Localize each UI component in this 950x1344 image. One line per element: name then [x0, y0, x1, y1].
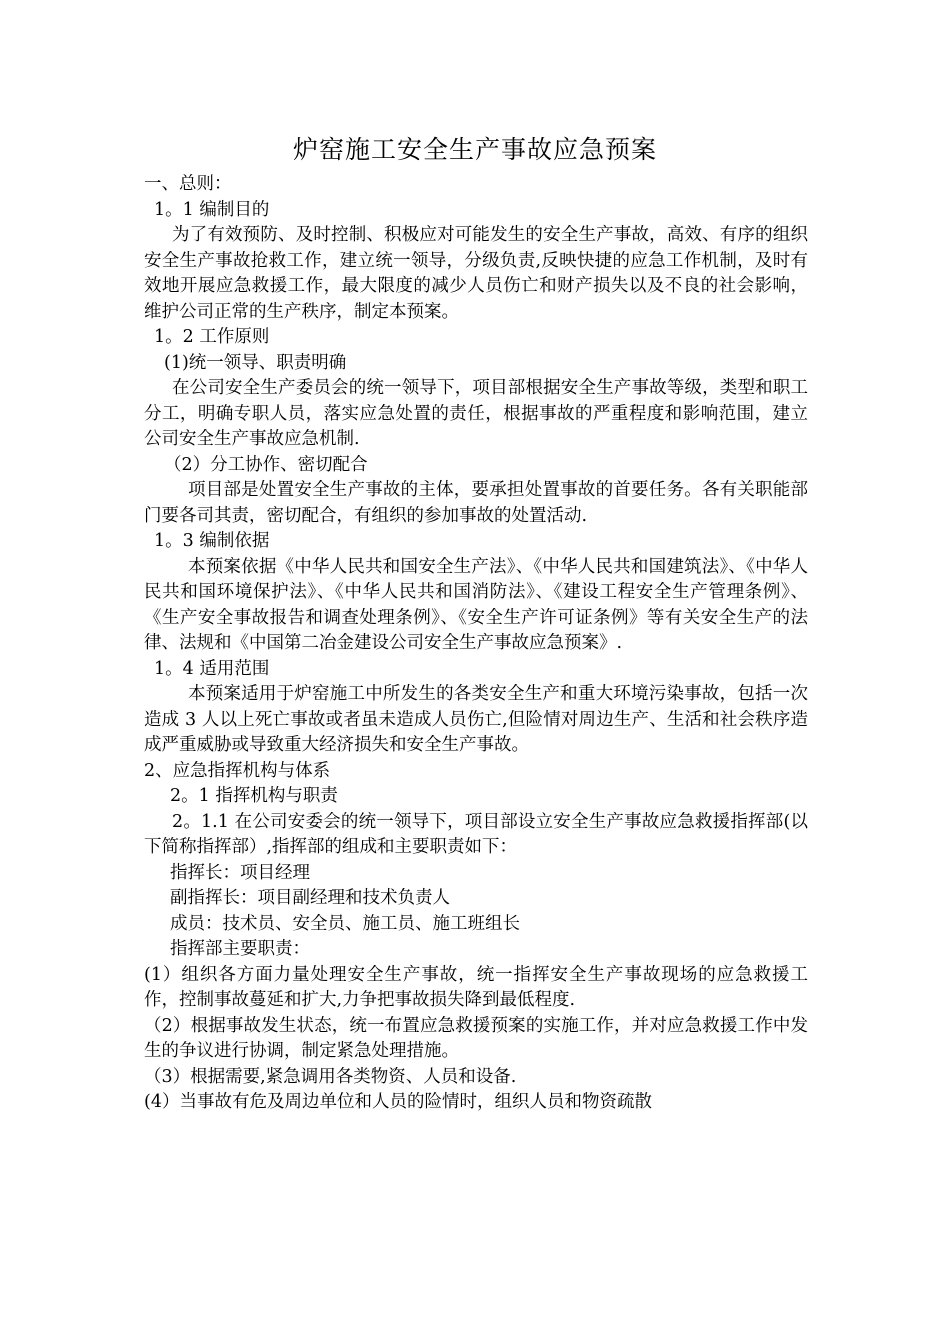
principle-heading-1: (1)统一领导、职责明确: [164, 352, 347, 373]
subsection-heading-principles: 1。2 工作原则: [154, 327, 270, 347]
paragraph-scope: 本预案适用于炉窑施工中所发生的各类安全生产和重大环境污染事故，包括一次造成 3 人以上死亡事故或者虽未造成人员伤亡,但险情对周边生产、生活和社会秩序造成严重威胁或导致重大经济损失和安全生产事故。: [144, 684, 808, 755]
subsection-heading-purpose: 1。1 编制目的: [154, 199, 270, 220]
subsection-heading-basis: 1。3 编制依据: [154, 531, 270, 551]
principle-heading-2: （2）分工协作、密切配合: [164, 454, 368, 475]
paragraph-basis: 本预案依据《中华人民共和国安全生产法》、《中华人民共和国建筑法》、《中华人民共和国环境保护法》、《中华人民共和国消防法》、《建设工程安全生产管理条例》、《生产安全事故报告和调查处理条例》、《安全生产许可证条例》等有关安全生产的法律、法规和《中国第二冶金建设公司安全生产事故应急预案》.: [144, 556, 808, 653]
duties-heading: 指挥部主要职责：: [170, 939, 310, 959]
section-heading-command: 2、应急指挥机构与体系: [144, 760, 331, 781]
paragraph-purpose: 为了有效预防、及时控制、积极应对可能发生的安全生产事故，高效、有序的组织安全生产事故抢救工作，建立统一领导，分级负责,反映快捷的应急工作机制，及时有效地开展应急救援工作，最大限度的减少人员伤亡和财产损失以及不良的社会影响，维护公司正常的生产秩序，制定本预案。: [144, 225, 808, 322]
commander-line: 指挥长：项目经理: [170, 862, 310, 883]
document-body: [144, 172, 808, 1116]
subsection-heading-command-duties: 2。1 指挥机构与职责: [170, 786, 338, 806]
section-heading-general: 一、总则：: [144, 174, 232, 194]
deputy-commander-line: 副指挥长：项目副经理和技术负责人: [170, 888, 450, 908]
paragraph-command-setup: 2。1.1 在公司安委会的统一领导下，项目部设立安全生产事故应急救援指挥部(以下简称指挥部）,指挥部的组成和主要职责如下：: [144, 811, 808, 857]
duty-item-1: (1）组织各方面力量处理安全生产事故，统一指挥安全生产事故现场的应急救援工作，控制事故蔓延和扩大,力争把事故损失降到最低程度.: [144, 964, 808, 1010]
members-line: 成员：技术员、安全员、施工员、施工班组长: [170, 913, 520, 934]
duty-item-3: （3）根据需要,紧急调用各类物资、人员和设备.: [144, 1066, 517, 1087]
paragraph-principle-2: 项目部是处置安全生产事故的主体，要承担处置事故的首要任务。各有关职能部门要各司其责，密切配合，有组织的参加事故的处置活动.: [144, 480, 808, 526]
document-title: 炉窑施工安全生产事故应急预案: [292, 135, 657, 164]
subsection-heading-scope: 1。4 适用范围: [154, 658, 270, 679]
duty-item-4: (4）当事故有危及周边单位和人员的险情时，组织人员和物资疏散: [144, 1092, 652, 1112]
paragraph-principle-1: 在公司安全生产委员会的统一领导下，项目部根据安全生产事故等级，类型和职工分工，明确专职人员，落实应急处置的责任，根据事故的严重程度和影响范围，建立公司安全生产事故应急机制.: [144, 378, 808, 449]
duty-item-2: （2）根据事故发生状态，统一布置应急救援预案的实施工作，并对应急救援工作中发生的争议进行协调，制定紧急处理措施。: [144, 1015, 808, 1061]
